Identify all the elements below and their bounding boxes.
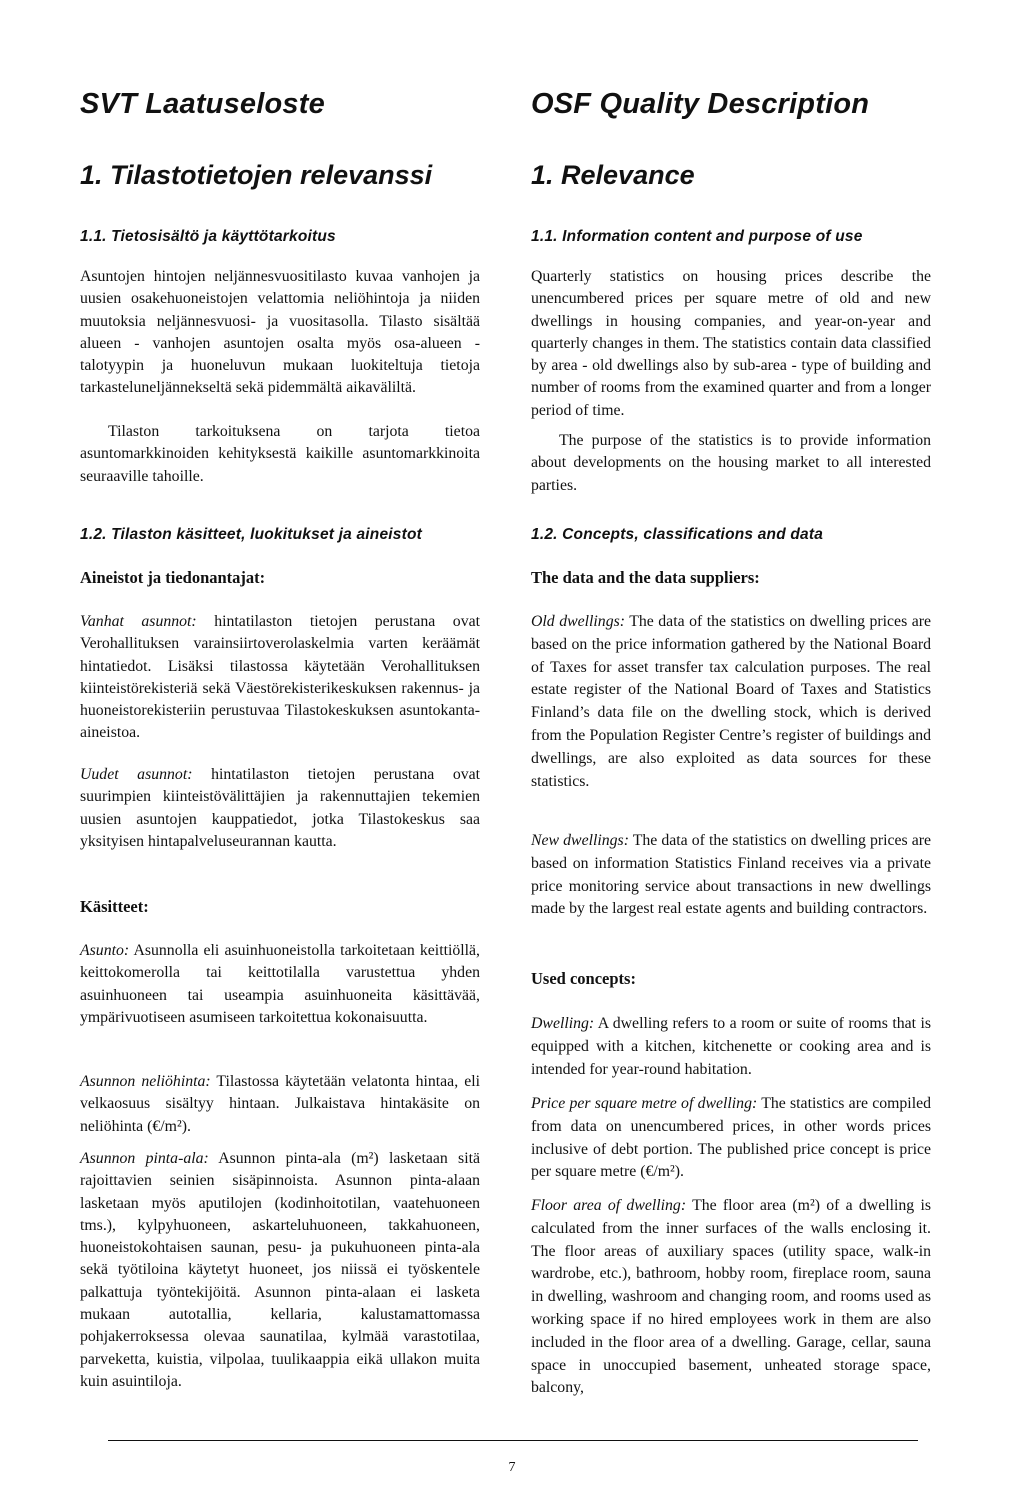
paragraph-en-purpose: Quarterly statistics on housing prices describe the unencumbered prices per square metre of old and new dwellings in housing companies, and year-on-year and quarterly changes in them. The statistics contain data classified by area - old dwellings also by sub-area - type of building and number of rooms from the examined quarter and from a longer period of time. [531, 268, 931, 419]
term-price-fi: Asunnon neliöhinta: [80, 1073, 211, 1090]
paragraph-en-price: Price per square metre of dwelling: The statistics are compiled from data on unencumbered prices, in other words prices inclusive of debt portion. The published price concept is price per square metre (€/m²). [531, 1095, 931, 1181]
data-heading-en: The data and the data suppliers: [531, 568, 760, 587]
document-title-fi: SVT Laatuseloste [80, 88, 325, 120]
document-title-en: OSF Quality Description [531, 88, 870, 120]
page-number: 7 [508, 1460, 516, 1475]
term-price-en: Price per square metre of dwelling: [531, 1095, 758, 1112]
term-dwelling-en: Dwelling: [531, 1015, 595, 1032]
paragraph-en-new-dwellings: New dwellings: The data of the statistics on dwelling prices are based on information Statistics Finland receives via a private price monitoring service about transactions in new dwellings made by the largest real estate agents and building contractors. [531, 832, 931, 918]
subsection-title-en-1-1: 1.1. Information content and purpose of use [531, 228, 863, 245]
footer-divider [108, 1440, 918, 1441]
section-title-fi: 1. Tilastotietojen relevanssi [80, 160, 433, 190]
paragraph-fi-aim: Tilaston tarkoituksena on tarjota tietoa asuntomarkkinoiden kehityksestä kaikille asuntomarkkinoita seuraaville tahoille. [80, 423, 480, 485]
paragraph-fi-old-dwellings: Vanhat asunnot: hintatilaston tietojen perustana ovat Verohallituksen varainsiirtoverolaskelmia varten keräämät hintatiedot. Lisäksi tilastossa käytetään Verohallituksen kiinteistörekisteriä sekä Väestörekisterikeskuksen rakennus- ja huoneistorekisteriin perustuvaa Tilastokeskuksen asuntokanta-aineistoa. [80, 613, 481, 742]
term-new-dwellings-en: New dwellings: [531, 832, 629, 849]
paragraph-en-dwelling: Dwelling: A dwelling refers to a room or suite of rooms that is equipped with a kitchen, kitchenette or cooking area and is intended for year-round habitation. [531, 1015, 931, 1078]
paragraph-en-old-dwellings: Old dwellings: The data of the statistics on dwelling prices are based on the price information gathered by the National Board of Taxes for asset transfer tax calculation purposes. The real estate register of the National Board of Taxes and Statistics Finland’s data file on the dwelling stock, which is derived from the Population Register Centre’s register of buildings and dwellings, are also exploited as data sources for these statistics. [531, 613, 931, 790]
data-heading-fi: Aineistot ja tiedonantajat: [80, 568, 266, 587]
term-new-dwellings-fi: Uudet asunnot: [80, 766, 193, 783]
term-area-fi: Asunnon pinta-ala: [80, 1150, 209, 1167]
subsection-title-fi-1-2: 1.2. Tilaston käsitteet, luokitukset ja aineistot [80, 526, 423, 543]
paragraph-en-aim: The purpose of the statistics is to provide information about developments on the housing market to all interested parties. [531, 432, 931, 494]
paragraph-fi-asunto: Asunto: Asunnolla eli asuinhuoneistolla tarkoitetaan keittiöllä, keittokomerolla tai keittotilalla varustettua yhden asuinhuoneen tai useampia asuinhuoneita käsittävää, ympärivuotiseen asumiseen tarkoitettua kokonaisuutta. [80, 942, 480, 1026]
paragraph-fi-new-dwellings: Uudet asunnot: hintatilaston tietojen perustana ovat suurimpien kiinteistövälittäjien ja rakennuttajien tekemien uusien asuntojen kauppatiedot, jotka Tilastokeskus saa yksityisen hintapalveluseurannan kautta. [80, 766, 481, 850]
subsection-title-fi-1-1: 1.1. Tietosisältö ja käyttötarkoitus [80, 228, 336, 245]
term-old-dwellings-fi: Vanhat asunnot: [80, 613, 197, 630]
concepts-heading-fi: Käsitteet: [80, 897, 149, 916]
section-title-en: 1. Relevance [531, 160, 695, 190]
paragraph-fi-purpose: Asuntojen hintojen neljännesvuositilasto kuvaa vanhojen ja uusien osakehuoneistojen velattomia neliöhintoja ja niiden muutoksia neljännesvuosi- ja vuositasolla. Tilasto sisältää alueen - vanhojen asuntojen osalta myös osa-alueen - talotyypin ja huoneluvun mukaan luokiteltuja tietoja tarkasteluneljännekseltä sekä pidemmältä aikaväliltä. [80, 268, 480, 397]
paragraph-fi-price: Asunnon neliöhinta: Tilastossa käytetään velatonta hintaa, eli velkaosuus sisältyy hintaan. Julkaistava hintakäsite on neliöhinta (€/m²). [80, 1073, 480, 1135]
concepts-heading-en: Used concepts: [531, 969, 636, 988]
subsection-title-en-1-2: 1.2. Concepts, classifications and data [531, 526, 824, 543]
term-old-dwellings-en: Old dwellings: [531, 613, 626, 630]
paragraph-en-area: Floor area of dwelling: The floor area (m²) of a dwelling is calculated from the inner surfaces of the walls enclosing it. The floor areas of auxiliary spaces (utility space, walk-in wardrobe, etc.), bathroom, hobby room, fireplace room, sauna in dwelling, washroom and changing room, and rooms used as working space if no hired employees work in them are also included in the floor area of a dwelling. Garage, cellar, sauna space in unoccupied basement, unheated storage space, balcony, [531, 1197, 931, 1397]
paragraph-fi-area: Asunnon pinta-ala: Asunnon pinta-ala (m²) lasketaan sitä rajoittavien seinien sisäpinnoista. Asunnon pinta-alaan lasketaan myös aputilojen (kodinhoitotilan, vaatehuoneen tms.), kylpyhuoneen, askarteluhuoneen, takkahuoneen, huoneistokohtaisen saunan, pesu- ja pukuhuoneen pinta-ala sekä työtiloina käytetyt huoneet, jos niissä ei työskentele palkattuja työntekijöitä. Asunnon pinta-alaan ei lasketa mukaan autotallia, kellaria, kalustamattomassa pohjakerroksessa olevaa saunatilaa, kylmää varastotilaa, parveketta, kuistia, vilpolaa, tuulikaappia eikä ullakon muita kuin asuintiloja. [80, 1150, 480, 1390]
term-asunto-fi: Asunto: [80, 942, 130, 959]
term-area-en: Floor area of dwelling: [531, 1197, 687, 1214]
